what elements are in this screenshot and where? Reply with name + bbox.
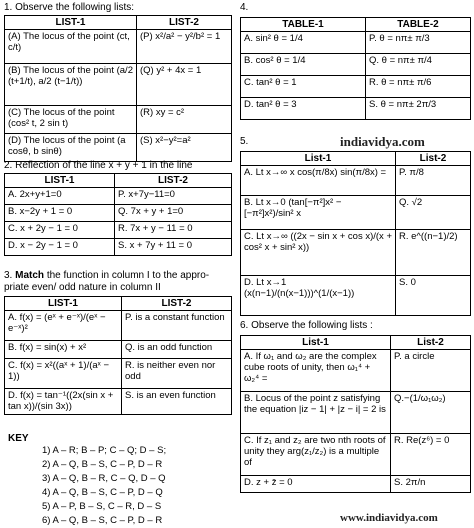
question-1: [4, 2, 231, 162]
column-header: List-2: [391, 336, 471, 350]
question-3-table: [4, 296, 232, 415]
column-header: TABLE-2: [366, 18, 471, 32]
list-1-item: B. Lt x→0 (tan[−π²]x² − [−π²]x²)/sin² x: [241, 196, 396, 230]
list-2-item: (R) xy = c²: [137, 106, 232, 134]
question-4: [240, 2, 470, 120]
list-1-item: B. cos² θ = 1/4: [241, 54, 366, 76]
question-3-number: 3.: [4, 270, 13, 281]
list-2-item: S. x + 7y + 11 = 0: [115, 239, 232, 256]
column-header: List-1: [241, 152, 396, 166]
question-5-heading: 5.: [240, 136, 249, 147]
list-1-item: D. Lt x→1 (x(n−1)/(n(x−1)))^(1/(x−1)): [241, 276, 396, 316]
list-1-item: A. f(x) = (eˣ + e⁻ˣ)/(eˣ − e⁻ˣ)²: [5, 311, 122, 341]
list-1-item: C. If z₁ and z₂ are two nth roots of unity they arg(z₁/z₂) is a multiple of: [241, 434, 391, 476]
question-3-heading-line2: priate even/ odd nature in column II: [4, 282, 161, 293]
question-3: [4, 270, 231, 415]
list-2-item: P. π/8: [396, 166, 471, 196]
question-6-heading: 6. Observe the following lists :: [240, 320, 373, 331]
answer-key-line: 1) A – R; B – P; C – Q; D – S;: [42, 445, 167, 456]
list-2-item: S. θ = nπ± 2π/3: [366, 98, 471, 120]
answer-key-line: 2) A – Q, B – S, C – P, D – R: [42, 459, 163, 470]
list-1-item: (A) The locus of the point (ct, c/t): [5, 30, 137, 64]
list-1-item: (C) The locus of the point (cos² t, 2 sin t): [5, 106, 137, 134]
list-2-item: P. x+7y−11=0: [115, 188, 232, 205]
answer-key-line: 3) A – Q, B – R, C – Q, D – Q: [42, 473, 166, 484]
list-2-item: (S) x²−y²=a²: [137, 134, 232, 162]
list-2-item: Q. 7x + y + 1=0: [115, 205, 232, 222]
list-1-item: D. x − 2y − 1 = 0: [5, 239, 115, 256]
list-2-item: Q. θ = nπ± π/4: [366, 54, 471, 76]
answer-key: [8, 433, 233, 528]
answer-key-label: KEY: [8, 433, 29, 444]
watermark: www.indiavidya.com: [340, 512, 438, 524]
question-2: [4, 160, 231, 256]
list-2-item: P. θ = nπ± π/3: [366, 32, 471, 54]
list-2-item: Q. √2: [396, 196, 471, 230]
question-6: [240, 320, 470, 493]
question-5-table: [240, 151, 471, 316]
column-header: LIST-2: [137, 16, 232, 30]
list-2-item: S. is an even function: [122, 389, 232, 415]
question-1-heading: 1. Observe the following lists:: [4, 2, 135, 13]
list-2-item: R. is neither even nor odd: [122, 359, 232, 389]
question-2-table: [4, 173, 232, 256]
question-3-heading-text: the function in column I to the appro-: [46, 270, 210, 281]
list-2-item: R. 7x + y − 11 = 0: [115, 222, 232, 239]
list-1-item: D. tan² θ = 3: [241, 98, 366, 120]
list-1-item: A. Lt x→∞ x cos(π/8x) sin(π/8x) =: [241, 166, 396, 196]
list-2-item: R. θ = nπ± π/6: [366, 76, 471, 98]
column-header: TABLE-1: [241, 18, 366, 32]
list-1-item: A. 2x+y+1=0: [5, 188, 115, 205]
list-2-item: (P) x²/a² − y²/b² = 1: [137, 30, 232, 64]
answer-key-line: 4) A – Q, B – S, C – P, D – Q: [42, 487, 163, 498]
list-1-item: (B) The locus of the point (a/2 (t+1/t), a/2 (t−1/t)): [5, 64, 137, 106]
list-2-item: (Q) y² + 4x = 1: [137, 64, 232, 106]
column-header: LIST-2: [122, 297, 232, 311]
question-3-heading: [4, 270, 231, 282]
list-1-item: B. f(x) = sin(x) + x²: [5, 341, 122, 359]
list-2-item: R. e^((n−1)/2): [396, 230, 471, 276]
column-header: LIST-1: [5, 174, 115, 188]
column-header: List-1: [241, 336, 391, 350]
question-1-table: [4, 15, 232, 162]
column-header: LIST-1: [5, 297, 122, 311]
list-2-item: Q.−(1/ω₁ω₂): [391, 392, 471, 434]
watermark: indiavidya.com: [340, 134, 425, 149]
list-1-item: C. f(x) = x²((aˣ + 1)/(aˣ − 1)): [5, 359, 122, 389]
question-6-table: [240, 335, 471, 493]
list-1-item: B. Locus of the point z satisfying the equation |iz − 1| + |z − i| = 2 is: [241, 392, 391, 434]
list-2-item: P. a circle: [391, 350, 471, 392]
list-2-item: Q. is an odd function: [122, 341, 232, 359]
list-1-item: D. f(x) = tan⁻¹((2x(sin x + tan x))/(sin 3x)): [5, 389, 122, 415]
answer-key-line: 5) A – P, B – S, C – R, D – S: [42, 501, 162, 512]
list-1-item: (D) The locus of the point (a cosθ, b sinθ): [5, 134, 137, 162]
list-2-item: S. 2π/n: [391, 476, 471, 493]
list-1-item: A. sin² θ = 1/4: [241, 32, 366, 54]
question-4-table: [240, 17, 471, 120]
question-2-heading: 2. Reflection of the line x + y + 1 in the line: [4, 160, 193, 171]
list-1-item: C. tan² θ = 1: [241, 76, 366, 98]
column-header: LIST-2: [115, 174, 232, 188]
list-1-item: C. Lt x→∞ ((2x − sin x + cos x)/(x + cos² x + sin² x)): [241, 230, 396, 276]
question-5: [240, 136, 470, 316]
answer-key-line: 6) A – Q, B – S, C – P, D – R: [42, 515, 163, 526]
list-1-item: B. x−2y + 1 = 0: [5, 205, 115, 222]
list-2-item: R. Re(z⁶) = 0: [391, 434, 471, 476]
list-1-item: D. z + z̄ = 0: [241, 476, 391, 493]
question-3-bold-word: Match: [15, 270, 45, 281]
question-4-heading: 4.: [240, 2, 249, 13]
column-header: List-2: [396, 152, 471, 166]
list-2-item: P. is a constant function: [122, 311, 232, 341]
list-2-item: S. 0: [396, 276, 471, 316]
list-1-item: A. If ω₁ and ω₂ are the complex cube roots of unity, then ω₁⁴ + ω₂⁴ =: [241, 350, 391, 392]
list-1-item: C. x + 2y − 1 = 0: [5, 222, 115, 239]
column-header: LIST-1: [5, 16, 137, 30]
